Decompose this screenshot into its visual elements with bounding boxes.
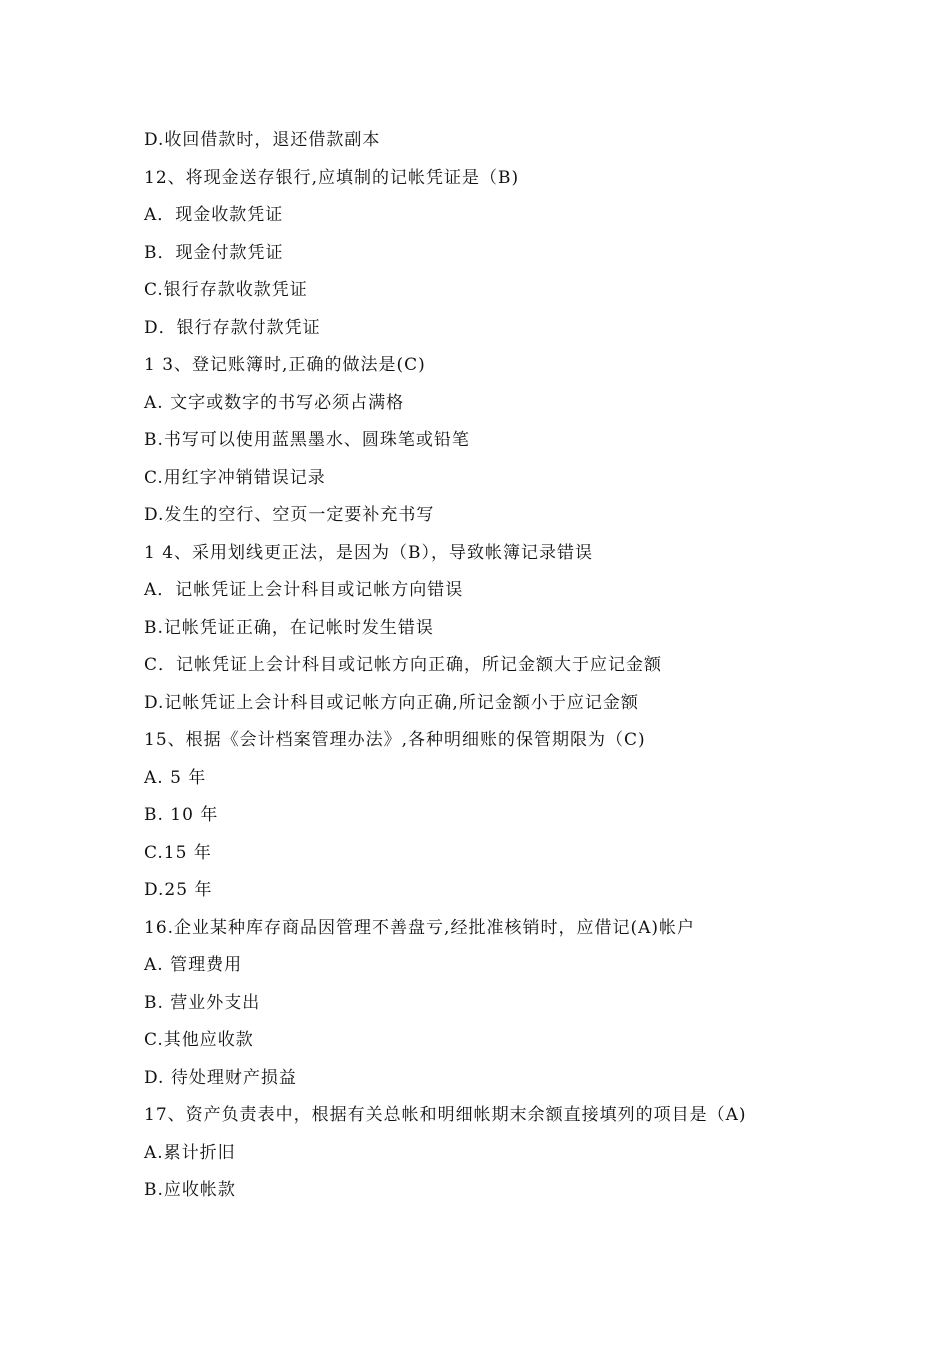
option-line: C.其他应收款 xyxy=(144,1030,254,1050)
option-line: B．现金付款凭证 xyxy=(144,242,284,263)
option-line: B.书写可以使用蓝黑墨水、圆珠笔或铅笔 xyxy=(144,430,470,450)
option-line: C.用红字冲销错误记录 xyxy=(144,467,326,488)
option-line: A．记帐凭证上会计科目或记帐方向错误 xyxy=(144,580,464,600)
option-line: A.累计折旧 xyxy=(144,1142,236,1163)
option-line: A. 5 年 xyxy=(144,767,207,788)
option-line: A. 文字或数字的书写必须占满格 xyxy=(144,392,405,413)
option-line: D．银行存款付款凭证 xyxy=(144,317,321,338)
option-line: D.发生的空行、空页一定要补充书写 xyxy=(144,505,435,525)
option-line: D.记帐凭证上会计科目或记帐方向正确,所记金额小于应记金额 xyxy=(144,692,639,713)
question-12: 12、将现金送存银行,应填制的记帐凭证是（B) xyxy=(144,167,520,188)
option-line: D. 待处理财产损益 xyxy=(144,1067,297,1088)
option-line: B.应收帐款 xyxy=(144,1180,236,1200)
question-list xyxy=(144,122,904,1210)
question-15: 15、根据《会计档案管理办法》,各种明细账的保管期限为（C) xyxy=(144,730,646,750)
option-line: D.25 年 xyxy=(144,880,213,900)
option-line: B. 10 年 xyxy=(144,805,219,825)
question-13: 1 3、登记账簿时,正确的做法是(C) xyxy=(144,355,426,375)
option-line: C.15 年 xyxy=(144,842,212,863)
question-16: 16.企业某种库存商品因管理不善盘亏,经批准核销时，应借记(A)帐户 xyxy=(144,917,695,938)
option-line: A．现金收款凭证 xyxy=(144,205,284,225)
option-line: A. 管理费用 xyxy=(144,955,243,975)
option-line: C．记帐凭证上会计科目或记帐方向正确，所记金额大于应记金额 xyxy=(144,655,663,675)
option-line: B. 营业外支出 xyxy=(144,992,261,1013)
question-14: 1 4、采用划线更正法，是因为（B），导致帐簿记录错误 xyxy=(144,542,594,563)
option-line: B.记帐凭证正确，在记帐时发生错误 xyxy=(144,617,434,638)
text-line: D.收回借款时，退还借款副本 xyxy=(144,130,381,150)
question-17: 17、资产负责表中，根据有关总帐和明细帐期末余额直接填列的项目是（A) xyxy=(144,1105,747,1125)
option-line: C.银行存款收款凭证 xyxy=(144,280,308,300)
